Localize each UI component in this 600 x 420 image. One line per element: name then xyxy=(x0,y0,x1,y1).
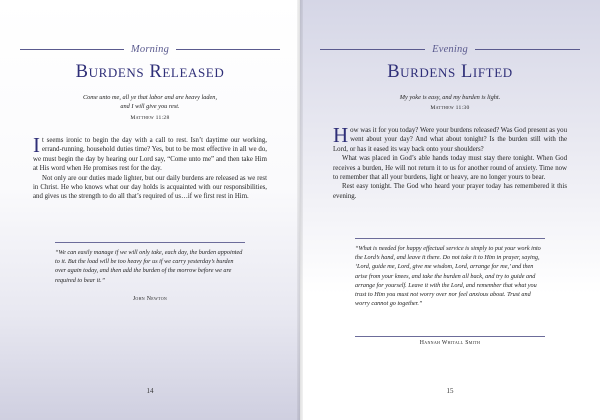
paragraph-text: t seems ironic to begin the day with a call to rest. Isn’t daytime our working, errand-running, household duties time? Yes, but to be most effective in all we do, we must begin the day by hearing our Lord say, “Come unto me” and then take Him at His word when He promises rest for the day. xyxy=(33,137,267,173)
quote-rule-bottom xyxy=(355,336,545,337)
quote-rule-top xyxy=(355,238,545,239)
pull-quote: “We can easily manage if we will only take, each day, the burden appointed to it. But the load will be too heavy for us if we carry yesterday’s burden over again today, and then add the burden of the morrow before we are required to bear it.” xyxy=(55,249,243,284)
divider-rule xyxy=(176,49,280,50)
right-page xyxy=(300,0,600,420)
section-word: Morning xyxy=(130,43,170,55)
page-number: 15 xyxy=(446,387,454,395)
paragraph xyxy=(333,123,567,154)
epigraph-line: My yoke is easy, and my burden is light. xyxy=(399,94,501,101)
divider-rule xyxy=(20,49,124,50)
quote-author: Hannah Whitall Smith xyxy=(419,340,481,346)
paragraph: Not only are our duties made lighter, but our daily burdens are released as we rest in Christ. He who knows what our day holds is acquainted with our responsibilities, and gives us the strength to do all that’s required of us…if we first rest in Him. xyxy=(33,174,267,201)
page-title: Burdens Lifted xyxy=(387,62,513,82)
epigraph-line: and I will give you rest. xyxy=(120,102,180,110)
section-label-evening xyxy=(320,42,580,56)
epigraph xyxy=(320,94,580,103)
paragraph: Rest easy tonight. The God who heard your prayer today has remembered it this evening. xyxy=(333,183,567,200)
epigraph xyxy=(20,94,280,112)
quote-author: John Newton xyxy=(132,296,168,302)
paragraph-text: ow was it for you today? Were your burdens released? Was God present as you went about your day? And what about tonight? Is the burden still with the Lord, or has it eased its way back onto your shoulders? xyxy=(333,127,567,153)
pull-quote: “What is needed for happy effectual service is simply to put your work into the Lord’s hand, and leave it there. Do not take it to Him in prayer, saying, ‘Lord, guide me, Lord, give me wisdom, Lord, arrange for me,’ and then arise from your knees, and take the burden all back, and try to guide and arrange for yourself. Leave it with the Lord, and remember that what you trust to Him you must not worry over nor feel anxious about. Trust and worry cannot go together.” xyxy=(355,245,541,308)
epigraph-line: Come unto me, all ye that labor and are heavy laden, xyxy=(82,94,218,101)
paragraph: What was placed in God’s able hands today must stay there tonight. When God receives a burden, He will not return it to us for another round of anxiety. Time now to remember that all your burdens, light or heavy, are no longer yours to bear. xyxy=(333,155,567,182)
body-text xyxy=(33,133,267,202)
page-number: 14 xyxy=(146,387,154,395)
divider-rule xyxy=(475,49,580,50)
paragraph xyxy=(33,133,267,174)
section-word: Evening xyxy=(432,43,468,55)
quote-rule-top xyxy=(55,242,245,243)
section-label-morning xyxy=(20,42,280,56)
body-text xyxy=(333,123,567,201)
drop-cap: H xyxy=(333,123,349,147)
book-gutter xyxy=(297,0,303,420)
drop-cap: I xyxy=(33,133,40,157)
epigraph-reference: Matthew 11:28 xyxy=(130,115,170,121)
divider-rule xyxy=(320,49,425,50)
page-title: Burdens Released xyxy=(75,62,225,82)
epigraph-reference: Matthew 11:30 xyxy=(430,105,470,111)
